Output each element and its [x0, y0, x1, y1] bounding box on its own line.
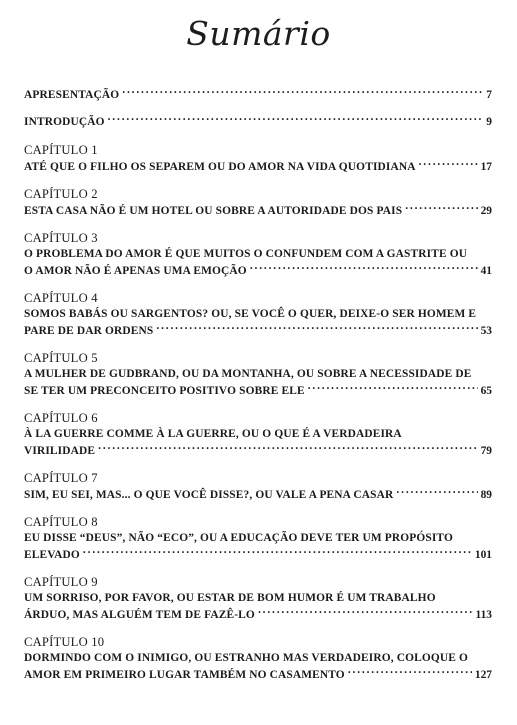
- dot-leader: [98, 442, 477, 454]
- dot-leader: [396, 486, 477, 498]
- chapter-title: AMOR EM PRIMEIRO LUGAR TAMBÉM NO CASAMENTO: [24, 669, 345, 681]
- chapter-title-line: EU DISSE “DEUS”, NÃO “ECO”, OU A EDUCAÇÃO DEVE TER UM PROPÓSITO: [24, 532, 453, 544]
- page-number: 29: [480, 205, 492, 217]
- chapter-title: SE TER UM PRECONCEITO POSITIVO SOBRE ELE: [24, 385, 305, 397]
- toc-entry-chapter-7[interactable]: [24, 471, 492, 503]
- chapter-label: CAPÍTULO 5: [24, 351, 98, 365]
- toc-entry-label: INTRODUÇÃO: [24, 116, 105, 128]
- chapter-title-line: A MULHER DE GUDBRAND, OU DA MONTANHA, OU SOBRE A NECESSIDADE DE: [24, 368, 472, 380]
- dot-leader: [156, 322, 477, 334]
- chapter-label: CAPÍTULO 8: [24, 515, 98, 529]
- page-number: 7: [486, 89, 492, 101]
- chapter-title: SIM, EU SEI, MAS... O QUE VOCÊ DISSE?, OU VALE A PENA CASAR: [24, 489, 394, 501]
- toc-entry-chapter-1[interactable]: [24, 143, 492, 175]
- page-number: 101: [474, 549, 492, 561]
- chapter-title: O AMOR NÃO É APENAS UMA EMOÇÃO: [24, 265, 247, 277]
- chapter-label: CAPÍTULO 2: [24, 187, 98, 201]
- dot-leader: [308, 382, 478, 394]
- dot-leader: [83, 546, 472, 558]
- chapter-title: ELEVADO: [24, 549, 80, 561]
- dot-leader: [419, 158, 478, 170]
- toc-entry-chapter-3[interactable]: [24, 231, 492, 279]
- chapter-title-line: UM SORRISO, POR FAVOR, OU ESTAR DE BOM HUMOR É UM TRABALHO: [24, 592, 436, 604]
- dot-leader: [258, 606, 473, 618]
- toc-entry-label: APRESENTAÇÃO: [24, 89, 120, 101]
- toc-entry-chapter-9[interactable]: [24, 575, 492, 623]
- toc-entry-chapter-6[interactable]: [24, 411, 492, 459]
- chapter-title: ATÉ QUE O FILHO OS SEPAREM OU DO AMOR NA VIDA QUOTIDIANA: [24, 161, 416, 173]
- toc-entry-introducao[interactable]: [24, 113, 492, 130]
- chapter-title: VIRILIDADE: [24, 445, 96, 457]
- toc-entry-chapter-5[interactable]: [24, 351, 492, 399]
- page-number: 89: [480, 489, 492, 501]
- dot-leader: [250, 262, 478, 274]
- page-number: 79: [480, 445, 492, 457]
- dot-leader: [108, 113, 484, 125]
- chapter-label: CAPÍTULO 6: [24, 411, 98, 425]
- chapter-label: CAPÍTULO 1: [24, 143, 98, 157]
- chapter-title: PARE DE DAR ORDENS: [24, 325, 154, 337]
- page-number: 53: [480, 325, 492, 337]
- dot-leader: [405, 202, 477, 214]
- page-number: 113: [475, 609, 492, 621]
- chapter-title: ESTA CASA NÃO É UM HOTEL OU SOBRE A AUTORIDADE DOS PAIS: [24, 205, 403, 217]
- chapter-title: ÁRDUO, MAS ALGUÉM TEM DE FAZÊ-LO: [24, 609, 255, 621]
- page-number: 17: [480, 161, 492, 173]
- chapter-title-line: O PROBLEMA DO AMOR É QUE MUITOS O CONFUNDEM COM A GASTRITE OU: [24, 248, 468, 260]
- chapter-label: CAPÍTULO 10: [24, 635, 105, 649]
- page-title: Sumário: [186, 14, 331, 53]
- chapter-title-line: À LA GUERRE COMME À LA GUERRE, OU O QUE É A VERDADEIRA: [24, 428, 402, 440]
- chapter-label: CAPÍTULO 7: [24, 471, 98, 485]
- chapter-label: CAPÍTULO 4: [24, 291, 98, 305]
- chapter-title-line: DORMINDO COM O INIMIGO, OU ESTRANHO MAS VERDADEIRO, COLOQUE O: [24, 652, 469, 664]
- toc-entry-chapter-8[interactable]: [24, 515, 492, 563]
- dot-leader: [348, 666, 472, 678]
- page-number: 9: [486, 116, 492, 128]
- chapter-label: CAPÍTULO 9: [24, 575, 98, 589]
- toc-entry-chapter-4[interactable]: [24, 291, 492, 339]
- toc-entry-chapter-2[interactable]: [24, 187, 492, 219]
- toc-entry-chapter-10[interactable]: [24, 635, 492, 683]
- chapter-label: CAPÍTULO 3: [24, 231, 98, 245]
- toc-entry-apresentacao[interactable]: [24, 86, 492, 103]
- page-number: 65: [480, 385, 492, 397]
- chapter-title-line: SOMOS BABÁS OU SARGENTOS? OU, SE VOCÊ O QUER, DEIXE-O SER HOMEM E: [24, 308, 477, 320]
- table-of-contents: [24, 86, 492, 683]
- page-number: 41: [480, 265, 492, 277]
- page-number: 127: [474, 669, 492, 681]
- dot-leader: [122, 86, 483, 98]
